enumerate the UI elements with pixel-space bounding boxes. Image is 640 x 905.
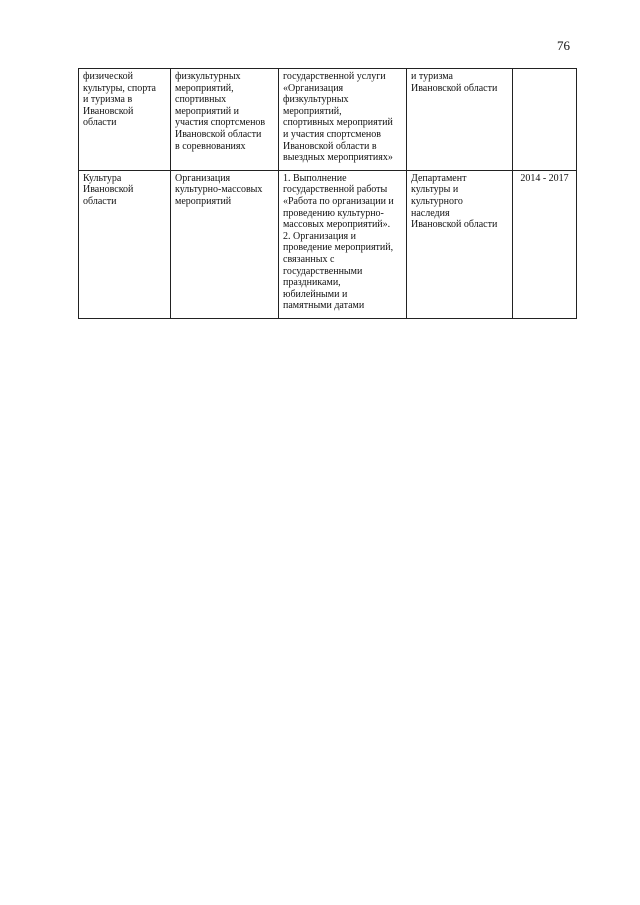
sphere-cell: Культура Ивановской области: [79, 170, 171, 318]
services-cell: 1. Выполнение государственной работы «Работа по организации и проведению культурно- массовых мероприятий». 2. Организация и проведение мероприятий, связанных с государственными праздниками, юбилейными и памятными датами: [279, 170, 407, 318]
table-row: [79, 69, 577, 171]
activity-cell: физкультурных мероприятий, спортивных мероприятий и участия спортсменов Ивановской области в соревнованиях: [171, 69, 279, 171]
department-cell: и туризма Ивановской области: [407, 69, 513, 171]
period-cell: 2014 - 2017: [513, 170, 577, 318]
sphere-cell: физической культуры, спорта и туризма в Ивановской области: [79, 69, 171, 171]
page-number: 76: [557, 38, 570, 53]
period-cell: [513, 69, 577, 171]
programs-table: [78, 68, 577, 319]
activity-cell: Организация культурно-массовых мероприятий: [171, 170, 279, 318]
services-cell: государственной услуги «Организация физкультурных мероприятий, спортивных мероприятий и участия спортсменов Ивановской области в выездных мероприятиях»: [279, 69, 407, 171]
department-cell: Департамент культуры и культурного наследия Ивановской области: [407, 170, 513, 318]
table-row: [79, 170, 577, 318]
